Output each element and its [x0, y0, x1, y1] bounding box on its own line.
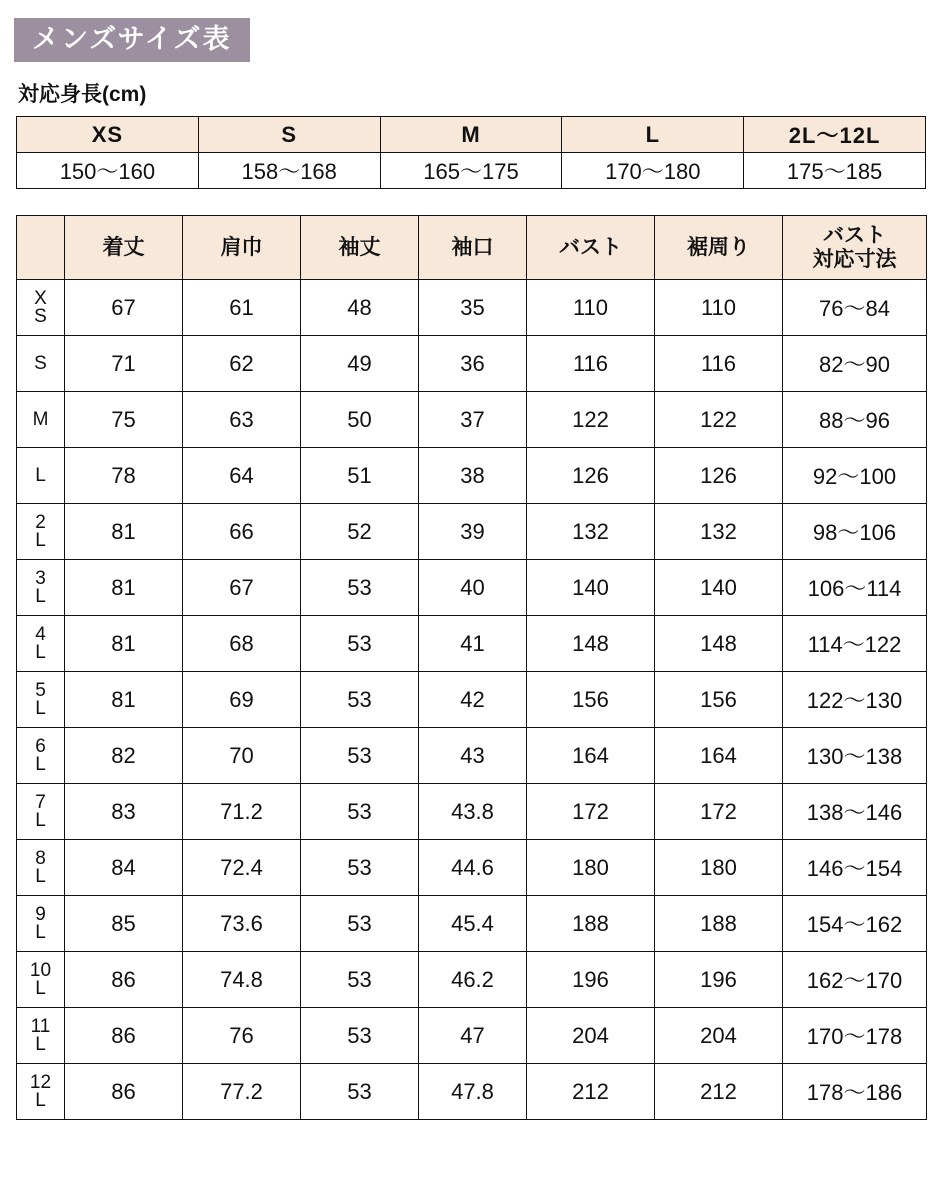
- height-table: [16, 116, 926, 189]
- table-cell: 156: [527, 672, 655, 728]
- table-cell: 77.2: [183, 1064, 301, 1120]
- column-header-susomawari: 裾周り: [655, 216, 783, 280]
- table-cell: 180: [655, 840, 783, 896]
- table-cell: 47.8: [419, 1064, 527, 1120]
- height-range-cell: 165〜175: [380, 153, 562, 189]
- row-size-label: [17, 336, 65, 392]
- table-cell: 76〜84: [783, 280, 927, 336]
- table-cell: 53: [301, 896, 419, 952]
- row-size-label-line: L: [35, 865, 46, 887]
- table-row: [17, 560, 927, 616]
- table-cell: 86: [65, 952, 183, 1008]
- table-cell: 88〜96: [783, 392, 927, 448]
- table-cell: 53: [301, 784, 419, 840]
- table-cell: 71.2: [183, 784, 301, 840]
- table-row: [17, 784, 927, 840]
- table-cell: 132: [655, 504, 783, 560]
- table-cell: 75: [65, 392, 183, 448]
- height-range-cell: 175〜185: [744, 153, 926, 189]
- measurement-section: [16, 215, 926, 1120]
- table-cell: 53: [301, 616, 419, 672]
- table-cell: 36: [419, 336, 527, 392]
- table-cell: 188: [655, 896, 783, 952]
- table-cell: 85: [65, 896, 183, 952]
- table-cell: 63: [183, 392, 301, 448]
- table-cell: 164: [655, 728, 783, 784]
- column-header-bust: バスト: [527, 216, 655, 280]
- table-cell: 61: [183, 280, 301, 336]
- table-cell: 114〜122: [783, 616, 927, 672]
- column-header-bust-fit: [783, 216, 927, 280]
- column-header-sodeguchi: 袖口: [419, 216, 527, 280]
- row-size-label: [17, 840, 65, 896]
- table-row: [17, 504, 927, 560]
- table-cell: 53: [301, 1008, 419, 1064]
- height-size-cell: S: [198, 117, 380, 153]
- table-cell: 47: [419, 1008, 527, 1064]
- table-cell: 156: [655, 672, 783, 728]
- row-size-label-line: L: [35, 977, 46, 999]
- table-cell: 138〜146: [783, 784, 927, 840]
- table-cell: 52: [301, 504, 419, 560]
- row-size-label: [17, 560, 65, 616]
- height-section-label: 対応身長(cm): [18, 83, 147, 107]
- table-cell: 43: [419, 728, 527, 784]
- table-cell: 81: [65, 672, 183, 728]
- row-size-label-line: L: [35, 1089, 46, 1111]
- height-range-cell: 158〜168: [198, 153, 380, 189]
- table-cell: 53: [301, 952, 419, 1008]
- height-table-body: [17, 117, 926, 189]
- table-cell: 172: [527, 784, 655, 840]
- row-size-label: [17, 1008, 65, 1064]
- table-cell: 41: [419, 616, 527, 672]
- row-size-label: [17, 616, 65, 672]
- row-size-label-line: M: [32, 408, 49, 430]
- table-cell: 44.6: [419, 840, 527, 896]
- measurement-table-body: [17, 280, 927, 1120]
- table-cell: 110: [655, 280, 783, 336]
- bust-fit-line1: バスト: [823, 223, 886, 247]
- row-size-label: [17, 672, 65, 728]
- table-cell: 116: [655, 336, 783, 392]
- row-size-label: [17, 504, 65, 560]
- table-cell: 162〜170: [783, 952, 927, 1008]
- height-size-cell: XS: [17, 117, 199, 153]
- table-cell: 81: [65, 504, 183, 560]
- table-cell: 204: [527, 1008, 655, 1064]
- table-cell: 64: [183, 448, 301, 504]
- row-size-label-line: L: [35, 809, 46, 831]
- table-cell: 35: [419, 280, 527, 336]
- table-cell: 53: [301, 728, 419, 784]
- row-size-label-line: 2: [35, 511, 46, 533]
- row-size-label: [17, 448, 65, 504]
- table-cell: 212: [527, 1064, 655, 1120]
- table-row: [17, 280, 927, 336]
- row-size-label-line: 6: [35, 735, 46, 757]
- measurement-corner-cell: [17, 216, 65, 280]
- measurement-table-head: [17, 216, 927, 280]
- table-cell: 116: [527, 336, 655, 392]
- table-cell: 78: [65, 448, 183, 504]
- table-row: [17, 336, 927, 392]
- row-size-label-line: 3: [35, 567, 46, 589]
- height-table-value-row: [17, 153, 926, 189]
- table-cell: 126: [655, 448, 783, 504]
- row-size-label-line: S: [34, 352, 47, 374]
- table-cell: 146〜154: [783, 840, 927, 896]
- table-row: [17, 672, 927, 728]
- table-cell: 140: [655, 560, 783, 616]
- row-size-label-line: 7: [35, 791, 46, 813]
- column-header-kitake: 着丈: [65, 216, 183, 280]
- table-cell: 130〜138: [783, 728, 927, 784]
- table-cell: 38: [419, 448, 527, 504]
- table-row: [17, 952, 927, 1008]
- bust-fit-line2: 対応寸法: [812, 247, 897, 271]
- row-size-label-line: S: [34, 305, 47, 327]
- table-row: [17, 840, 927, 896]
- row-size-label-line: 11: [30, 1015, 51, 1037]
- table-cell: 81: [65, 560, 183, 616]
- table-cell: 86: [65, 1064, 183, 1120]
- row-size-label-line: L: [35, 1033, 46, 1055]
- row-size-label: [17, 392, 65, 448]
- row-size-label: [17, 952, 65, 1008]
- row-size-label-line: 5: [35, 679, 46, 701]
- table-cell: 98〜106: [783, 504, 927, 560]
- table-cell: 82〜90: [783, 336, 927, 392]
- table-cell: 140: [527, 560, 655, 616]
- table-cell: 110: [527, 280, 655, 336]
- table-cell: 49: [301, 336, 419, 392]
- row-size-label-line: L: [35, 921, 46, 943]
- height-size-cell: L: [562, 117, 744, 153]
- height-size-cell: 2L〜12L: [744, 117, 926, 153]
- table-cell: 40: [419, 560, 527, 616]
- row-size-label-line: L: [35, 753, 46, 775]
- height-table-header-row: [17, 117, 926, 153]
- table-row: [17, 448, 927, 504]
- table-cell: 148: [527, 616, 655, 672]
- table-cell: 62: [183, 336, 301, 392]
- table-cell: 53: [301, 840, 419, 896]
- table-cell: 67: [65, 280, 183, 336]
- table-cell: 72.4: [183, 840, 301, 896]
- table-cell: 37: [419, 392, 527, 448]
- table-cell: 106〜114: [783, 560, 927, 616]
- table-row: [17, 1008, 927, 1064]
- table-row: [17, 728, 927, 784]
- table-cell: 164: [527, 728, 655, 784]
- row-size-label: [17, 728, 65, 784]
- table-cell: 82: [65, 728, 183, 784]
- column-header-katahaba: 肩巾: [183, 216, 301, 280]
- table-cell: 39: [419, 504, 527, 560]
- table-row: [17, 616, 927, 672]
- row-size-label-line: 9: [35, 903, 46, 925]
- table-cell: 53: [301, 672, 419, 728]
- row-size-label-line: X: [34, 287, 47, 309]
- height-range-cell: 170〜180: [562, 153, 744, 189]
- table-cell: 68: [183, 616, 301, 672]
- table-cell: 212: [655, 1064, 783, 1120]
- table-cell: 172: [655, 784, 783, 840]
- table-cell: 53: [301, 560, 419, 616]
- table-cell: 51: [301, 448, 419, 504]
- table-cell: 67: [183, 560, 301, 616]
- table-cell: 45.4: [419, 896, 527, 952]
- table-cell: 122〜130: [783, 672, 927, 728]
- table-cell: 196: [655, 952, 783, 1008]
- table-cell: 48: [301, 280, 419, 336]
- measurement-header-row: [17, 216, 927, 280]
- measurement-table: [16, 215, 927, 1120]
- table-cell: 71: [65, 336, 183, 392]
- table-row: [17, 1064, 927, 1120]
- row-size-label-line: 4: [35, 623, 46, 645]
- row-size-label: [17, 784, 65, 840]
- table-cell: 178〜186: [783, 1064, 927, 1120]
- table-cell: 196: [527, 952, 655, 1008]
- table-cell: 180: [527, 840, 655, 896]
- table-cell: 69: [183, 672, 301, 728]
- table-cell: 46.2: [419, 952, 527, 1008]
- table-cell: 76: [183, 1008, 301, 1064]
- table-cell: 126: [527, 448, 655, 504]
- row-size-label-line: L: [35, 529, 46, 551]
- table-cell: 74.8: [183, 952, 301, 1008]
- row-size-label-line: 12: [29, 1071, 52, 1093]
- table-cell: 188: [527, 896, 655, 952]
- table-cell: 170〜178: [783, 1008, 927, 1064]
- table-cell: 70: [183, 728, 301, 784]
- table-cell: 83: [65, 784, 183, 840]
- row-size-label-line: L: [35, 585, 46, 607]
- table-cell: 132: [527, 504, 655, 560]
- row-size-label-line: L: [35, 464, 46, 486]
- table-cell: 81: [65, 616, 183, 672]
- table-cell: 92〜100: [783, 448, 927, 504]
- row-size-label: [17, 280, 65, 336]
- height-size-cell: M: [380, 117, 562, 153]
- row-size-label-line: 10: [29, 959, 52, 981]
- column-header-sodetake: 袖丈: [301, 216, 419, 280]
- table-cell: 66: [183, 504, 301, 560]
- table-cell: 84: [65, 840, 183, 896]
- table-cell: 73.6: [183, 896, 301, 952]
- table-cell: 148: [655, 616, 783, 672]
- table-cell: 43.8: [419, 784, 527, 840]
- table-row: [17, 896, 927, 952]
- row-size-label-line: L: [35, 641, 46, 663]
- table-cell: 42: [419, 672, 527, 728]
- table-cell: 204: [655, 1008, 783, 1064]
- table-cell: 154〜162: [783, 896, 927, 952]
- row-size-label-line: 8: [35, 847, 46, 869]
- row-size-label: [17, 896, 65, 952]
- page-title: メンズサイズ表: [14, 18, 250, 62]
- table-cell: 86: [65, 1008, 183, 1064]
- table-cell: 50: [301, 392, 419, 448]
- row-size-label: [17, 1064, 65, 1120]
- row-size-label-line: L: [35, 697, 46, 719]
- table-cell: 122: [655, 392, 783, 448]
- table-row: [17, 392, 927, 448]
- table-cell: 122: [527, 392, 655, 448]
- table-cell: 53: [301, 1064, 419, 1120]
- height-range-cell: 150〜160: [17, 153, 199, 189]
